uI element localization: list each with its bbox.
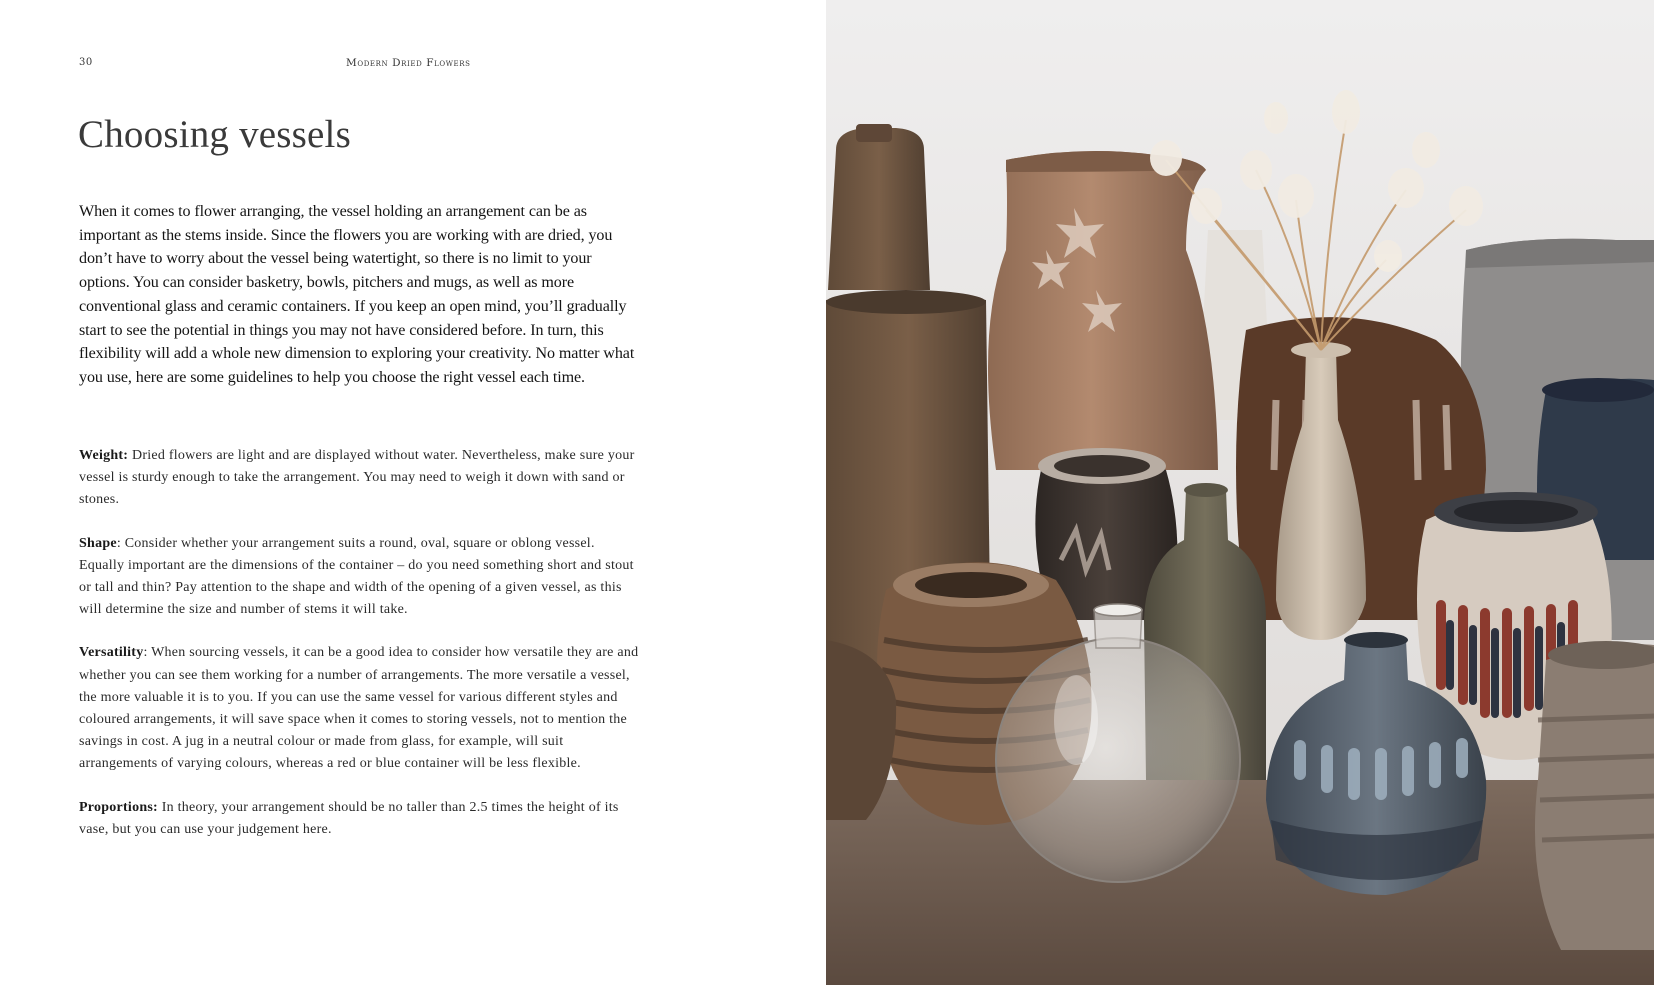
page-title: Choosing vessels [78,113,351,156]
running-title: Modern Dried Flowers [346,57,471,69]
guideline-term: Proportions: [79,799,158,815]
guideline-text: In theory, your arrangement should be no taller than 2.5 times the height of its vase, but you can use your judgement here. [79,799,619,837]
photo-ceramic-vessels-icon [826,0,1654,985]
guideline-term: Weight: [79,448,129,463]
guideline-text: : When sourcing vessels, it can be a good idea to consider how versatile they are and whether you can see them working for a number of arrangements. The more versatile a vessel, the more valuable it is to you. If you can use the same vessel for various different styles and coloured arrangements, it will save space when it comes to storing vessels, not to mention the savings in cost. A jug in a neutral colour or made from glass, for example, will suit arrangements of varying colours, whereas a red or blue container will be less flexible. [79,645,639,772]
left-page [0,0,826,985]
page-number: 30 [79,57,93,68]
guideline-proportions [79,797,639,841]
guideline-term: Versatility [79,645,144,661]
guideline-term: Shape [79,535,117,551]
guideline-versatility [79,642,639,775]
vessels-illustration [826,0,1654,985]
guideline-shape [79,533,639,622]
intro-paragraph: When it comes to flower arranging, the vessel holding an arrangement can be as important as the stems inside. Since the flowers you are working with are dried, you don’t have to worry about the vessel being watertight, so there is no limit to your options. You can consider basketry, bowls, pitchers and mugs, as well as more conventional glass and ceramic containers. If you keep an open mind, you’ll gradually start to see the potential in things you may not have considered before. In turn, this flexibility will add a whole new dimension to exploring your creativity. No matter what you use, here are some guidelines to help you choose the right vessel each time. [79,203,635,386]
guideline-text: Dried flowers are light and are displayed without water. Nevertheless, make sure your vessel is sturdy enough to take the arrangement. You may need to weigh it down with sand or stones. [79,448,635,508]
guidelines-list [79,445,639,862]
guideline-weight [79,445,639,512]
guideline-text: : Consider whether your arrangement suits a round, oval, square or oblong vessel. Equally important are the dimensions of the container – do you need something short and stout or tall and thin? Pay attention to the shape and width of the opening of a given vessel, as this will determine the size and number of stems it will take. [79,535,634,618]
